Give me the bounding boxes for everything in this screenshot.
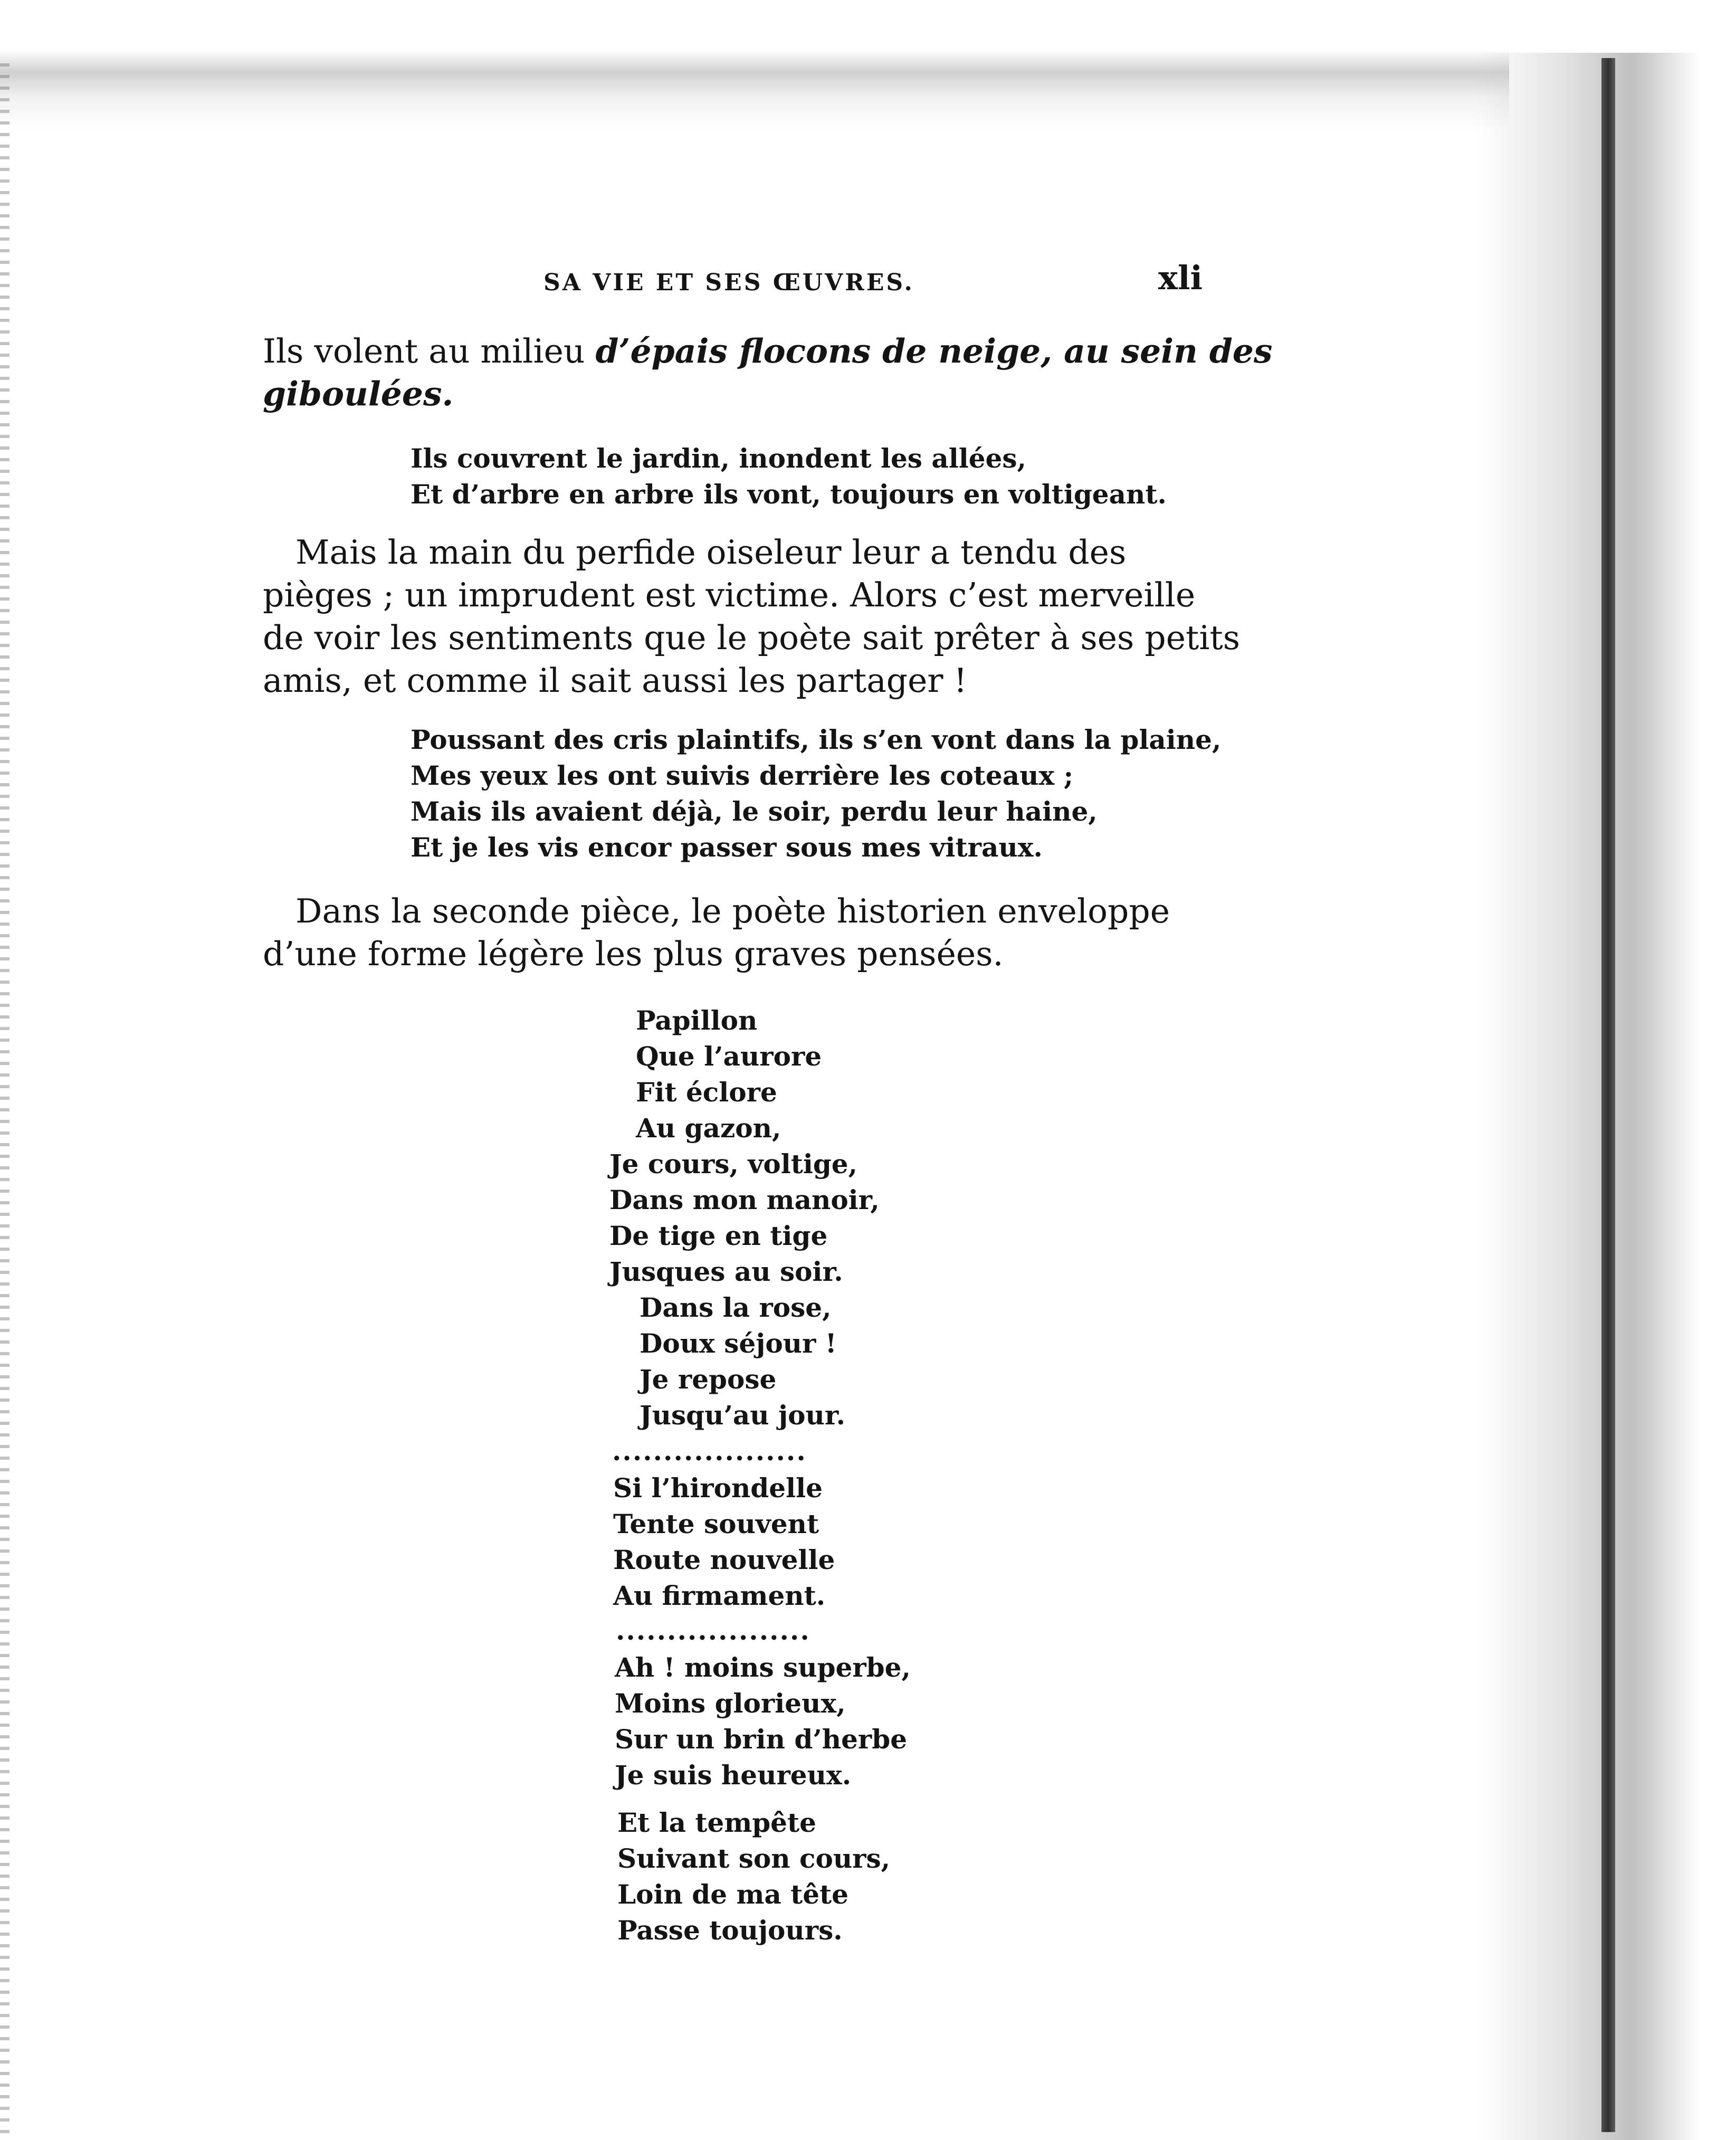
verse-line: Sur un brin d’herbe [615, 1724, 908, 1755]
ellipsis-separator: ................... [612, 1435, 807, 1467]
scan-binding-edge [1601, 58, 1615, 2132]
verse-line: Au firmament. [613, 1580, 826, 1611]
poem-stanza-1 [636, 1003, 822, 1146]
verse-line: Dans la rose, [640, 1292, 832, 1323]
verse-line: Si l’hirondelle [613, 1472, 823, 1504]
verse-line: Mes yeux les ont suivis derrière les coteaux ; [411, 760, 1074, 791]
verse-line: Je suis heureux. [615, 1759, 852, 1791]
verse-line: Et je les vis encor passer sous mes vitraux. [411, 832, 1043, 863]
verse-quote-2 [411, 722, 1221, 865]
verse-line: Moins glorieux, [615, 1688, 846, 1719]
page-number: xli [1158, 259, 1203, 297]
paragraph-3 [263, 890, 1213, 975]
verse-line: Ils couvrent le jardin, inondent les allées, [411, 443, 1026, 474]
verse-line: Jusques au soir. [609, 1256, 843, 1287]
paragraph-line: Dans la seconde pièce, le poète historien enveloppe [295, 892, 1170, 930]
verse-line: Mais ils avaient déjà, le soir, perdu leur haine, [411, 796, 1098, 827]
poem-stanza-5 [615, 1650, 911, 1793]
italic-quote: d’épais flocons de neige, au sein des [595, 331, 1273, 370]
verse-quote-1 [411, 441, 1167, 512]
running-header: SA VIE ET SES ŒUVRES. [543, 269, 914, 296]
scan-left-edge [0, 63, 9, 2140]
verse-line: Loin de ma tête [617, 1879, 848, 1910]
poem-stanza-2 [609, 1146, 880, 1290]
paragraph-line: de voir les sentiments que le poète sait prêter à ses petits [263, 619, 1241, 657]
paragraph-line: Mais la main du perfide oiseleur leur a tendu des [295, 533, 1127, 572]
verse-line: Et d’arbre en arbre ils vont, toujours en voltigeant. [411, 479, 1167, 510]
verse-line: Poussant des cris plaintifs, ils s’en vont dans la plaine, [411, 724, 1222, 755]
verse-line: Route nouvelle [613, 1544, 835, 1575]
verse-line: Que l’aurore [636, 1041, 822, 1072]
poem-stanza-3 [640, 1290, 845, 1433]
paragraph-1-line-1: Ils volent au milieu d’épais flocons de neige, au sein des [263, 331, 1273, 370]
verse-line: De tige en tige [609, 1220, 828, 1251]
verse-line: Papillon [636, 1005, 758, 1036]
scan-gutter-shadow [1477, 53, 1699, 2140]
verse-line: Dans mon manoir, [609, 1184, 880, 1215]
poem-stanza-4 [613, 1470, 835, 1614]
verse-line: Jusqu’au jour. [640, 1400, 845, 1431]
verse-line: Je repose [640, 1364, 777, 1395]
verse-line: Passe toujours. [617, 1915, 843, 1946]
verse-line: Ah ! moins superbe, [615, 1652, 911, 1683]
poem-stanza-6 [617, 1805, 890, 1948]
paragraph-line: amis, et comme il sait aussi les partager ! [263, 661, 967, 700]
scan-top-edge-shadow [0, 50, 1509, 129]
paragraph-line: pièges ; un imprudent est victime. Alors c’est merveille [263, 576, 1196, 614]
verse-line: Doux séjour ! [640, 1328, 837, 1359]
verse-line: Au gazon, [636, 1112, 781, 1144]
verse-line: Je cours, voltige, [609, 1148, 857, 1180]
paragraph-line: d’une forme légère les plus graves pensées. [263, 935, 1004, 973]
ellipsis-separator: ................... [616, 1615, 810, 1646]
paragraph-1 [263, 330, 1273, 415]
verse-line: Et la tempête [617, 1807, 816, 1838]
verse-line: Fit éclore [636, 1077, 777, 1108]
paragraph-1-line-2: giboulées. [263, 374, 454, 413]
paragraph-2 [263, 531, 1241, 702]
verse-line: Suivant son cours, [617, 1843, 891, 1874]
verse-line: Tente souvent [613, 1508, 819, 1539]
